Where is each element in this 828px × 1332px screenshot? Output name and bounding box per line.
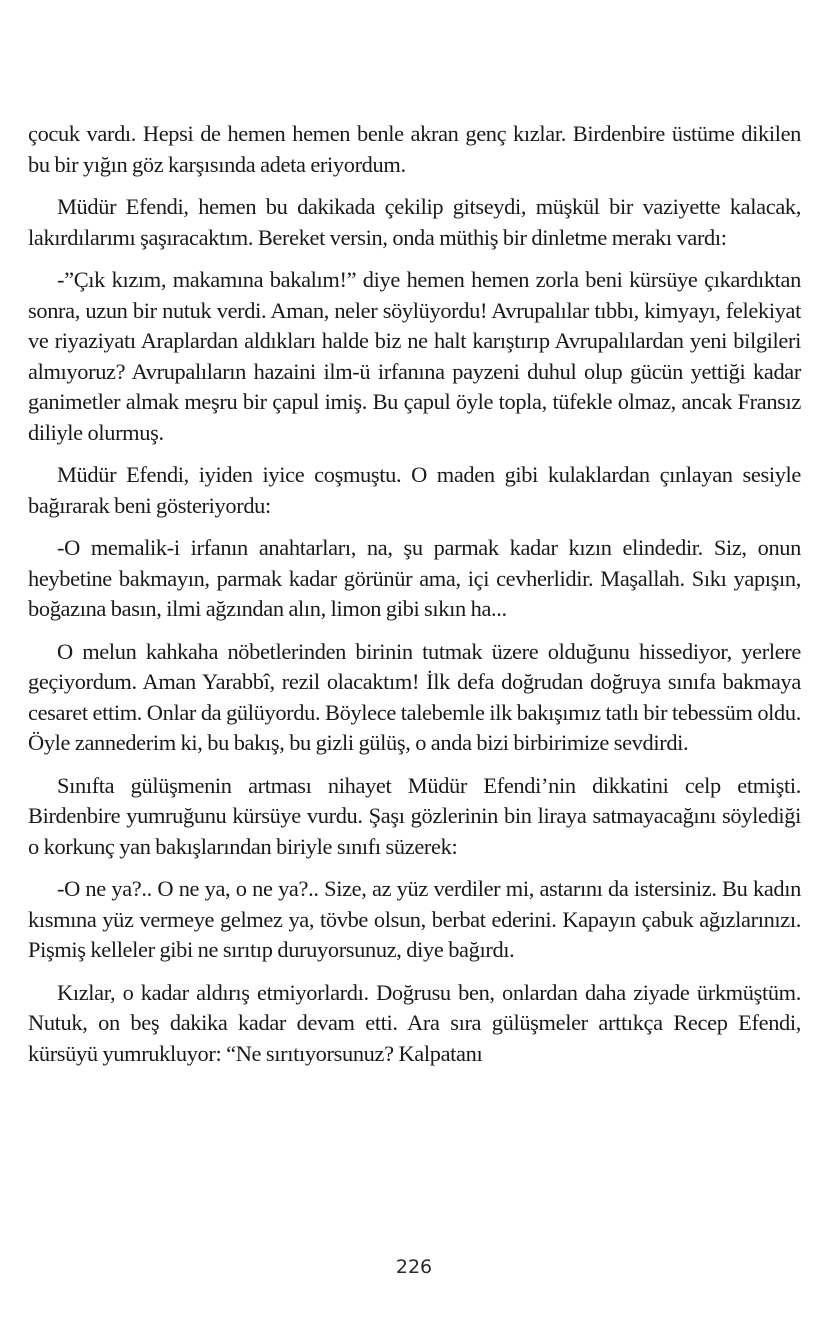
paragraph-1: çocuk vardı. Hepsi de hemen hemen benle akran genç kızlar. Birdenbire üstüme dikilen bu bir yığın göz karşısında adeta eriyordum. — [28, 121, 801, 177]
page-body — [28, 119, 801, 1081]
paragraph-5: -O memalik-i irfanın anahtarları, na, şu parmak kadar kızın elindedir. Siz, onun heybetine bakmayın, parmak kadar görünür ama, içi cevherlidir. Maşallah. Sıkı yapışın, boğazına basın, ilmi ağzından alın, limon gibi sıkın ha... — [28, 535, 801, 621]
paragraph-4: Müdür Efendi, iyiden iyice coşmuştu. O maden gibi kulaklardan çınlayan sesiyle bağırarak beni gösteriyordu: — [28, 462, 801, 518]
paragraph-9: Kızlar, o kadar aldırış etmiyorlardı. Doğrusu ben, onlardan daha ziyade ürkmüştüm. Nutuk, on beş dakika kadar devam etti. Ara sıra gülüşmeler arttıkça Recep Efendi, kürsüyü yumrukluyor: “Ne sırıtıyorsunuz? Kalpatanı — [28, 979, 801, 1066]
paragraph-8: -O ne ya?.. O ne ya, o ne ya?.. Size, az yüz verdiler mi, astarını da istersiniz. Bu kadın kısmına yüz vermeye gelmez ya, tövbe olsun, berbat ederini. Kapayın çabuk ağızlarınızı. Pişmiş kelleler gibi ne sırıtıp duruyorsunuz, diye bağırdı. — [28, 876, 801, 962]
paragraph-6: O melun kahkaha nöbetlerinden birinin tutmak üzere olduğunu hissediyor, yerlere geçiyordum. Aman Yarabbî, rezil olacaktım! İlk defa doğrudan doğruya sınıfa bakmaya cesaret ettim. Onlar da gülüyordu. Böylece talebemle ilk bakışımız tatlı bir tebessüm oldu. Öyle zannederim ki, bu bakış, bu gizli gülüş, o anda bizi birbirimize sevdirdi. — [28, 638, 801, 755]
paragraph-7: Sınıfta gülüşmenin artması nihayet Müdür Efendi’nin dikkatini celp etmişti. Birdenbire yumruğunu kürsüye vurdu. Şaşı gözlerinin bin liraya satmayacağını söylediği o korkunç yan bakışlarından biriyle sınıfı süzerek: — [28, 772, 801, 859]
page-number: 226 — [395, 1256, 433, 1278]
paragraph-3: -”Çık kızım, makamına bakalım!” diye hemen hemen zorla beni kürsüye çıkardıktan sonra, uzun bir nutuk verdi. Aman, neler söylüyordu! Avrupalılar tıbbı, kimyayı, felekiyat ve riyaziyatı Araplardan aldıkları halde biz ne halt karıştırıp Avrupalılardan yeni bilgileri almıyoruz? Avrupalıların hazaini ilm-ü irfanına payzeni duhul olup gücün yettiği kadar ganimetler almak meşru bir çapul imiş. Bu çapul öyle topla, tüfekle olmaz, ancak Fransız diliyle olurmuş. — [28, 267, 801, 445]
paragraph-2: Müdür Efendi, hemen bu dakikada çekilip gitseydi, müşkül bir vaziyette kalacak, lakırdılarımı şaşıracaktım. Bereket versin, onda müthiş bir dinletme merakı vardı: — [28, 194, 801, 250]
